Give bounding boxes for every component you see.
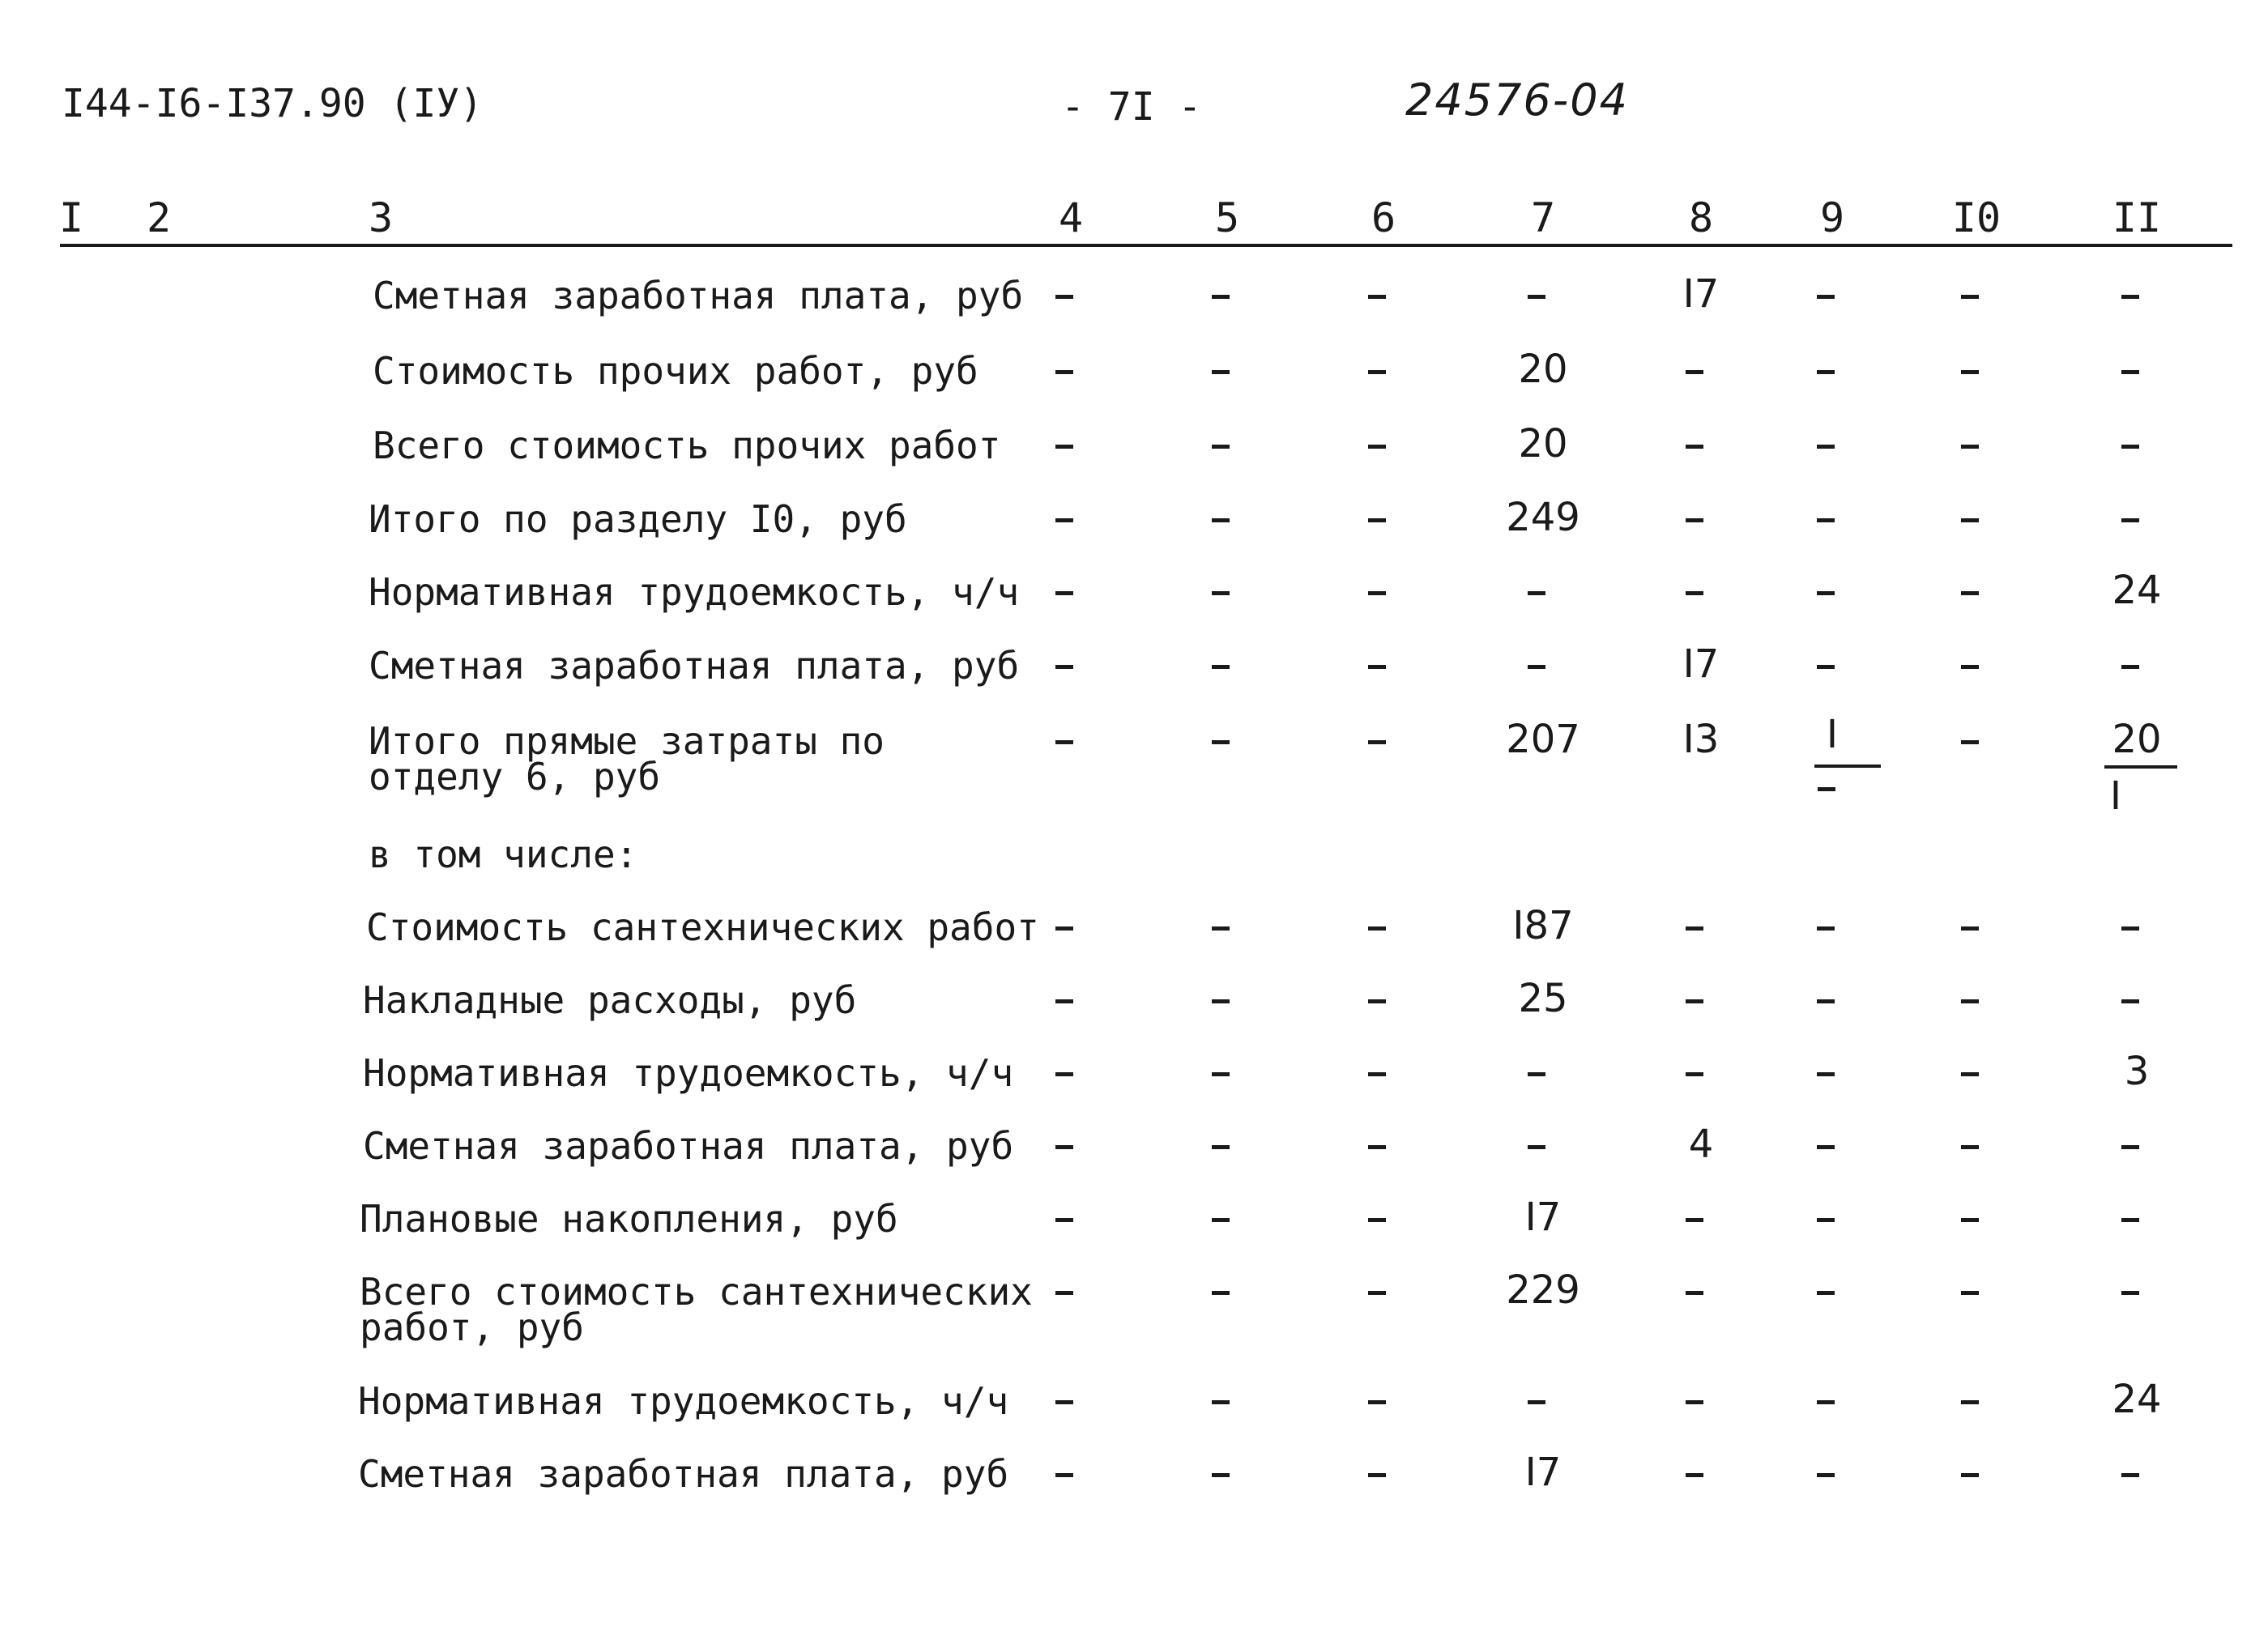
dash-mark <box>1686 370 1703 374</box>
dash-mark <box>1212 295 1230 299</box>
cell-col-8: 4 <box>1688 1122 1714 1167</box>
cell-col-4 <box>1055 1195 1073 1240</box>
dash-mark <box>1212 1400 1230 1404</box>
column-header-8: 8 <box>1688 194 1714 241</box>
dash-mark <box>1961 1145 1979 1149</box>
cell-col-7 <box>1528 1122 1545 1167</box>
dash-mark <box>1368 926 1386 931</box>
cell-col-10 <box>1961 976 1979 1021</box>
dash-mark <box>1961 445 1979 449</box>
dash-mark <box>1368 295 1386 299</box>
dash-mark <box>1817 1400 1835 1404</box>
cell-col-9 <box>1817 1377 1835 1422</box>
column-header-2: 2 <box>146 194 172 241</box>
dash-mark <box>1368 665 1386 669</box>
cell-col-4 <box>1055 1122 1073 1167</box>
dash-mark <box>1817 295 1835 299</box>
dash-mark <box>1817 1473 1835 1477</box>
cell-col-4 <box>1055 1267 1073 1313</box>
dash-mark <box>1961 999 1979 1003</box>
cell-col-11 <box>2121 495 2139 540</box>
dash-mark <box>1212 1145 1230 1149</box>
dash-mark <box>1528 1145 1545 1149</box>
dash-mark <box>1212 1291 1230 1295</box>
dash-mark <box>1055 1072 1073 1076</box>
cell-col-8: I7 <box>1682 641 1720 687</box>
row-label: Стоимость прочих работ, руб <box>373 349 978 393</box>
row-label: Всего стоимость сантехнических <box>360 1270 1033 1314</box>
dash-mark <box>1817 926 1835 931</box>
row-label: в том числе: <box>369 833 638 876</box>
column-header-7: 7 <box>1530 194 1556 241</box>
dash-mark <box>1961 1072 1979 1076</box>
cell-col-10 <box>1961 347 1979 392</box>
cell-col-10 <box>1961 1267 1979 1313</box>
cell-col-11 <box>2121 641 2139 687</box>
cell-col-5 <box>1212 495 1230 540</box>
dash-mark <box>1055 1145 1073 1149</box>
cell-col-4 <box>1055 1049 1073 1094</box>
cell-col-10 <box>1961 1122 1979 1167</box>
dash-mark <box>1212 1218 1230 1222</box>
cell-col-5 <box>1212 1195 1230 1240</box>
cell-col-9 <box>1817 421 1835 466</box>
cell-col-4 <box>1055 347 1073 392</box>
cell-col-4 <box>1055 568 1073 613</box>
cell-col-5 <box>1212 1267 1230 1313</box>
cell-col-4 <box>1055 903 1073 948</box>
cell-col-9: I <box>1826 712 1839 757</box>
row-label: Накладные расходы, руб <box>363 978 857 1022</box>
cell-col-8 <box>1686 903 1703 948</box>
cell-col-6 <box>1368 903 1386 948</box>
dash-mark <box>1528 1072 1545 1076</box>
cell-col-8 <box>1686 1267 1703 1313</box>
dash-mark <box>1817 999 1835 1003</box>
cell-col-7: 207 <box>1506 717 1580 762</box>
cell-col-4 <box>1055 976 1073 1021</box>
dash-mark <box>1817 591 1835 595</box>
cell-col-10 <box>1961 271 1979 317</box>
dash-mark <box>1212 370 1230 374</box>
dash-mark <box>1961 591 1979 595</box>
row-label: Итого прямые затраты по <box>369 719 885 763</box>
cell-col-9 <box>1817 495 1835 540</box>
column-header-11: II <box>2112 194 2162 241</box>
cell-col-11 <box>2121 421 2139 466</box>
dash-mark <box>1686 1400 1703 1404</box>
dash-mark <box>1368 1291 1386 1295</box>
row-label: Сметная заработная плата, руб <box>369 644 1020 688</box>
cell-col-5 <box>1212 717 1230 762</box>
dash-mark <box>1818 787 1835 791</box>
header-underline <box>60 244 2232 247</box>
dash-mark <box>1212 665 1230 669</box>
dash-mark <box>1212 740 1230 744</box>
cell-col-7 <box>1528 271 1545 317</box>
dash-mark <box>2121 1291 2139 1295</box>
column-header-6: 6 <box>1371 194 1396 241</box>
cell-col-8 <box>1686 495 1703 540</box>
row-label: Сметная заработная плата, руб <box>358 1452 1009 1496</box>
dash-mark <box>1961 1291 1979 1295</box>
cell-col-4 <box>1055 495 1073 540</box>
cell-col-9 <box>1817 1049 1835 1094</box>
dash-mark <box>1055 1400 1073 1404</box>
dash-mark <box>1055 1473 1073 1477</box>
cell-col-10 <box>1961 1195 1979 1240</box>
dash-mark <box>1055 665 1073 669</box>
cell-col-9 <box>1817 271 1835 317</box>
dash-mark <box>1055 591 1073 595</box>
cell-col-5 <box>1212 976 1230 1021</box>
cell-col-5 <box>1212 271 1230 317</box>
row-label: Нормативная трудоемкость, ч/ч <box>358 1379 1009 1423</box>
cell-col-7: 20 <box>1518 421 1568 466</box>
dash-mark <box>1686 1291 1703 1295</box>
cell-col-4 <box>1055 717 1073 762</box>
dash-mark <box>1055 295 1073 299</box>
cell-col-8: I3 <box>1682 717 1720 762</box>
dash-mark <box>1961 370 1979 374</box>
dash-mark <box>1055 740 1073 744</box>
dash-mark <box>1686 591 1703 595</box>
cell-col-7 <box>1528 568 1545 613</box>
cell-col-5 <box>1212 1049 1230 1094</box>
cell-col-10 <box>1961 641 1979 687</box>
cell-col-10 <box>1961 568 1979 613</box>
dash-mark <box>1055 445 1073 449</box>
cell-col-11: 3 <box>2124 1049 2150 1094</box>
dash-mark <box>1817 370 1835 374</box>
cell-col-11 <box>2121 1122 2139 1167</box>
cell-col-5 <box>1212 903 1230 948</box>
cell-col-8: I7 <box>1682 271 1720 317</box>
cell-col-9b <box>1818 764 1835 809</box>
dash-mark <box>1212 1473 1230 1477</box>
cell-col-9 <box>1817 641 1835 687</box>
dash-mark <box>1817 1218 1835 1222</box>
row-label-continuation: отделу 6, руб <box>369 755 661 799</box>
dash-mark <box>1055 1218 1073 1222</box>
dash-mark <box>1817 518 1835 522</box>
cell-col-6 <box>1368 1049 1386 1094</box>
dash-mark <box>1686 999 1703 1003</box>
dash-mark <box>1368 740 1386 744</box>
dash-mark <box>1961 518 1979 522</box>
dash-mark <box>1212 445 1230 449</box>
cell-col-6 <box>1368 1122 1386 1167</box>
cell-col-8 <box>1686 1450 1703 1495</box>
cell-col-6 <box>1368 641 1386 687</box>
dash-mark <box>1368 591 1386 595</box>
dash-mark <box>1368 370 1386 374</box>
dash-mark <box>1212 591 1230 595</box>
row-label: Всего стоимость прочих работ <box>373 424 1001 467</box>
dash-mark <box>1686 445 1703 449</box>
cell-col-6 <box>1368 976 1386 1021</box>
dash-mark <box>1961 1218 1979 1222</box>
dash-mark <box>1961 1473 1979 1477</box>
row-label: Сметная заработная плата, руб <box>373 274 1024 317</box>
dash-mark <box>1528 665 1545 669</box>
dash-mark <box>1961 926 1979 931</box>
cell-col-11: 20 <box>2112 717 2162 762</box>
dash-mark <box>1817 1072 1835 1076</box>
cell-col-5 <box>1212 347 1230 392</box>
dash-mark <box>2121 999 2139 1003</box>
row-label: Плановые накопления, руб <box>360 1197 898 1241</box>
cell-col-6 <box>1368 347 1386 392</box>
cell-col-6 <box>1368 495 1386 540</box>
cell-col-6 <box>1368 421 1386 466</box>
cell-col-11 <box>2121 1450 2139 1495</box>
cell-col-4 <box>1055 421 1073 466</box>
column-header-5: 5 <box>1214 194 1240 241</box>
cell-col-7: I7 <box>1524 1195 1562 1240</box>
cell-col-4 <box>1055 271 1073 317</box>
cell-col-6 <box>1368 568 1386 613</box>
cell-col-8 <box>1686 1195 1703 1240</box>
cell-col-7 <box>1528 1377 1545 1422</box>
dash-mark <box>1817 1145 1835 1149</box>
cell-col-11 <box>2121 1195 2139 1240</box>
cell-col-6 <box>1368 1377 1386 1422</box>
dash-mark <box>1055 370 1073 374</box>
column-header-1: I <box>58 194 84 241</box>
cell-col-11 <box>2121 976 2139 1021</box>
cell-col-10 <box>1961 1450 1979 1495</box>
dash-mark <box>1368 445 1386 449</box>
dash-mark <box>1368 1145 1386 1149</box>
cell-col-6 <box>1368 271 1386 317</box>
cell-col-8 <box>1686 421 1703 466</box>
cell-col-8 <box>1686 568 1703 613</box>
cell-col-7: I87 <box>1512 903 1574 948</box>
dash-mark <box>1368 518 1386 522</box>
cell-col-4 <box>1055 641 1073 687</box>
cell-col-8 <box>1686 347 1703 392</box>
cell-col-6 <box>1368 1195 1386 1240</box>
cell-col-11 <box>2121 271 2139 317</box>
cell-col-8 <box>1686 1377 1703 1422</box>
cell-col-9 <box>1817 568 1835 613</box>
cell-col-11 <box>2121 903 2139 948</box>
cell-col-10 <box>1961 421 1979 466</box>
cell-col-9 <box>1817 1195 1835 1240</box>
dash-mark <box>1212 999 1230 1003</box>
dash-mark <box>1055 926 1073 931</box>
cell-col-9 <box>1817 976 1835 1021</box>
cell-col-7: 20 <box>1518 347 1568 392</box>
dash-mark <box>1817 665 1835 669</box>
page-number: - 7I - <box>1061 84 1202 130</box>
dash-mark <box>1961 665 1979 669</box>
row-label: Итого по разделу I0, руб <box>369 497 907 541</box>
column-header-4: 4 <box>1058 194 1084 241</box>
dash-mark <box>2121 1145 2139 1149</box>
dash-mark <box>2121 518 2139 522</box>
cell-col-6 <box>1368 717 1386 762</box>
dash-mark <box>1528 1400 1545 1404</box>
cell-col-7: 229 <box>1506 1267 1580 1313</box>
column-header-10: I0 <box>1951 194 2002 241</box>
dash-mark <box>1368 1072 1386 1076</box>
dash-mark <box>1368 1218 1386 1222</box>
dash-mark <box>2121 926 2139 931</box>
row-label: Нормативная трудоемкость, ч/ч <box>363 1051 1014 1095</box>
cell-col-4 <box>1055 1450 1073 1495</box>
dash-mark <box>1686 1473 1703 1477</box>
column-header-9: 9 <box>1819 194 1845 241</box>
dash-mark <box>1528 591 1545 595</box>
cell-col-9 <box>1817 903 1835 948</box>
cell-col-10 <box>1961 1049 1979 1094</box>
cell-col-11 <box>2121 1267 2139 1313</box>
dash-mark <box>1368 999 1386 1003</box>
dash-mark <box>1528 295 1545 299</box>
dash-mark <box>1212 1072 1230 1076</box>
cell-col-10 <box>1961 495 1979 540</box>
cell-col-9 <box>1817 1122 1835 1167</box>
dash-mark <box>2121 295 2139 299</box>
dash-mark <box>1961 1400 1979 1404</box>
dash-mark <box>1961 740 1979 744</box>
cell-col-6 <box>1368 1450 1386 1495</box>
cell-col-10 <box>1961 1377 1979 1422</box>
cell-col-7 <box>1528 1049 1545 1094</box>
dash-mark <box>1817 1291 1835 1295</box>
cell-col-11 <box>2121 347 2139 392</box>
row-label-continuation: работ, руб <box>360 1305 584 1349</box>
fraction-bar <box>2104 765 2177 769</box>
cell-col-5 <box>1212 1450 1230 1495</box>
row-label: Стоимость сантехнических работ <box>366 905 1039 949</box>
cell-col-9 <box>1817 1450 1835 1495</box>
dash-mark <box>1961 295 1979 299</box>
cell-col-11b: I <box>2109 773 2122 819</box>
dash-mark <box>1686 926 1703 931</box>
cell-col-7: 25 <box>1518 976 1568 1021</box>
dash-mark <box>2121 1218 2139 1222</box>
dash-mark <box>1817 445 1835 449</box>
cell-col-6 <box>1368 1267 1386 1313</box>
dash-mark <box>1055 999 1073 1003</box>
cell-col-9 <box>1817 1267 1835 1313</box>
cell-col-7: I7 <box>1524 1450 1562 1495</box>
dash-mark <box>2121 445 2139 449</box>
cell-col-7: 249 <box>1506 495 1580 540</box>
handwritten-code: 24576-04 <box>1405 75 1629 126</box>
cell-col-10 <box>1961 903 1979 948</box>
cell-col-8 <box>1686 1049 1703 1094</box>
dash-mark <box>1368 1400 1386 1404</box>
dash-mark <box>1212 518 1230 522</box>
cell-col-8 <box>1686 976 1703 1021</box>
cell-col-9 <box>1817 347 1835 392</box>
dash-mark <box>1212 926 1230 931</box>
dash-mark <box>1686 1072 1703 1076</box>
dash-mark <box>1686 518 1703 522</box>
dash-mark <box>2121 665 2139 669</box>
cell-col-10 <box>1961 717 1979 762</box>
cell-col-5 <box>1212 568 1230 613</box>
cell-col-5 <box>1212 641 1230 687</box>
cell-col-5 <box>1212 1122 1230 1167</box>
row-label: Нормативная трудоемкость, ч/ч <box>369 570 1020 614</box>
cell-col-5 <box>1212 1377 1230 1422</box>
column-header-3: 3 <box>368 194 394 241</box>
cell-col-7 <box>1528 641 1545 687</box>
dash-mark <box>1686 1218 1703 1222</box>
cell-col-4 <box>1055 1377 1073 1422</box>
dash-mark <box>1055 518 1073 522</box>
dash-mark <box>2121 1473 2139 1477</box>
cell-col-11: 24 <box>2112 568 2162 613</box>
dash-mark <box>2121 370 2139 374</box>
cell-col-5 <box>1212 421 1230 466</box>
row-label: Сметная заработная плата, руб <box>363 1124 1014 1168</box>
dash-mark <box>1055 1291 1073 1295</box>
document-code: I44-I6-I37.90 (IУ) <box>62 81 484 126</box>
dash-mark <box>1368 1473 1386 1477</box>
cell-col-11: 24 <box>2112 1377 2162 1422</box>
